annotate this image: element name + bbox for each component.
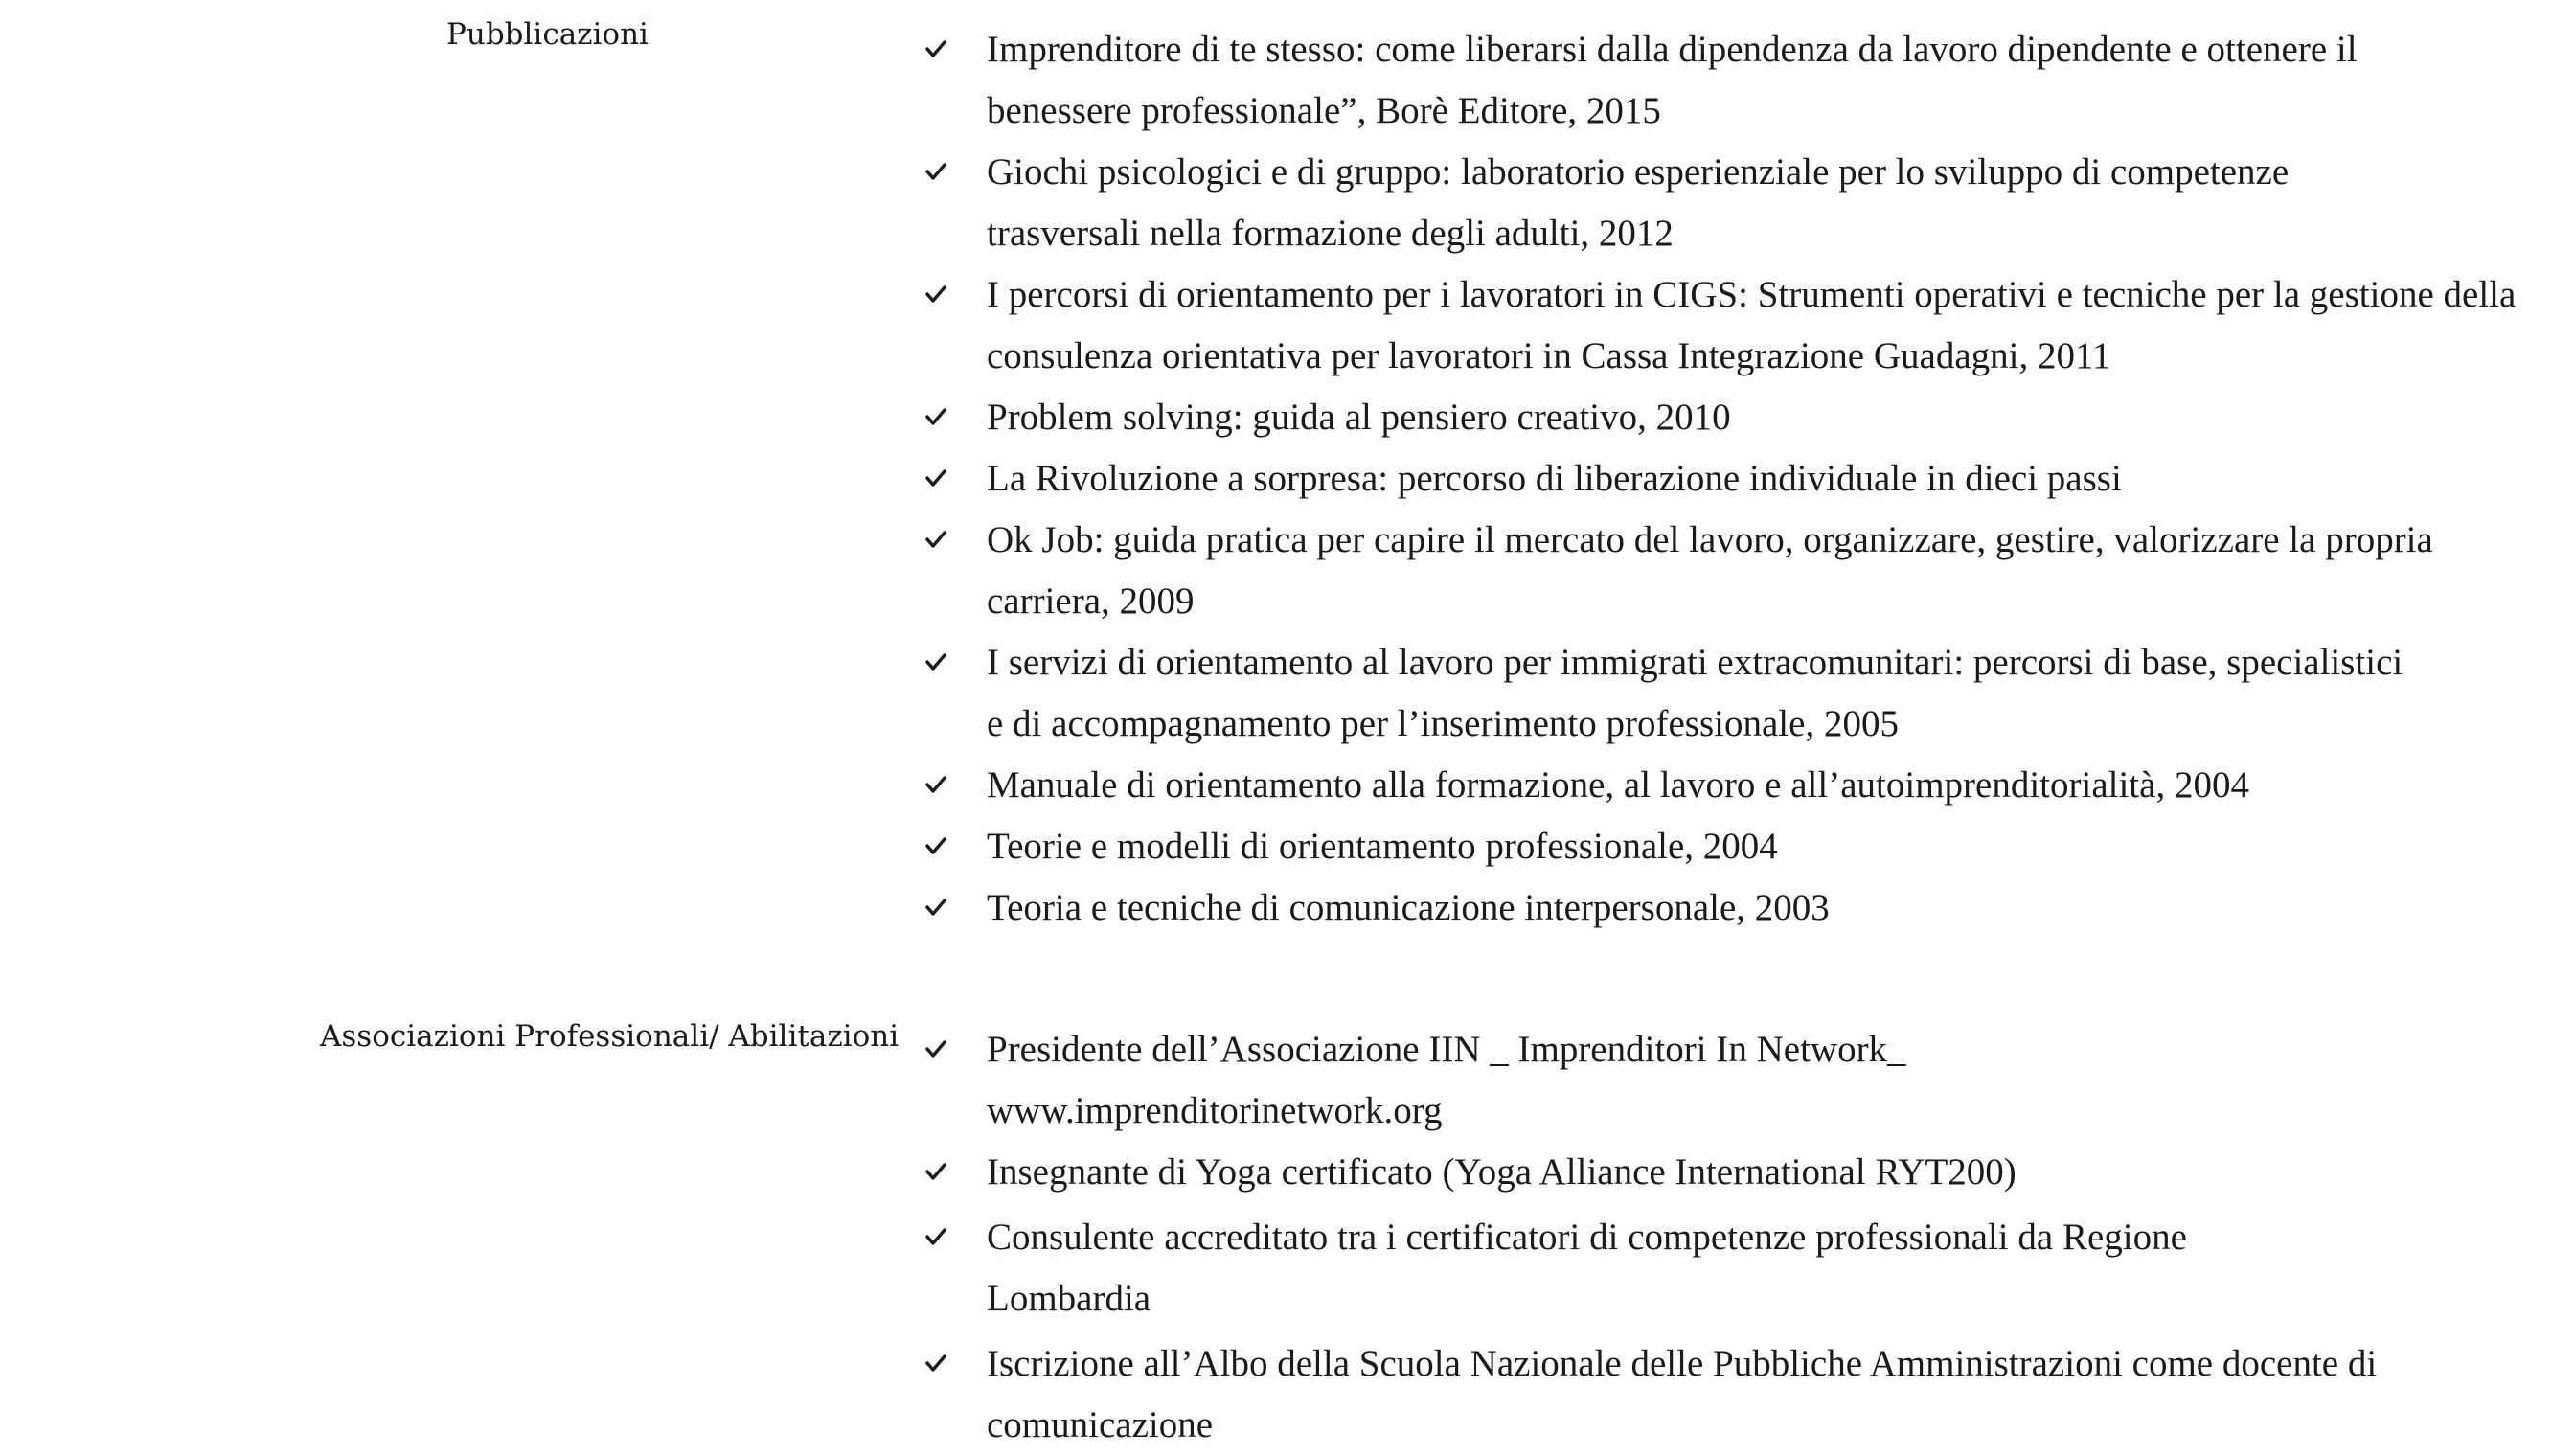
publications-list bbox=[925, 19, 2517, 939]
list-item bbox=[925, 1142, 2496, 1203]
list-item bbox=[925, 264, 2552, 387]
list-item bbox=[925, 142, 2443, 264]
list-item-text: Ok Job: guida pratica per capire il mercato del lavoro, organizzare, gestire, valorizzare la propria carriera, 2009 bbox=[987, 519, 2433, 622]
check-icon bbox=[925, 467, 946, 489]
check-icon bbox=[925, 284, 946, 305]
check-icon bbox=[925, 897, 946, 918]
list-item bbox=[925, 877, 2496, 939]
list-item bbox=[925, 448, 2496, 510]
list-item bbox=[925, 1333, 2481, 1456]
associations-list bbox=[925, 1019, 2496, 1456]
list-item-text: Teoria e tecniche di comunicazione interpersonale, 2003 bbox=[987, 887, 1830, 928]
list-item bbox=[925, 632, 2424, 755]
list-item-text: Giochi psicologici e di gruppo: laboratorio esperienziale per lo sviluppo di competenze trasversali nella formazione degli adulti, 2012 bbox=[987, 151, 2290, 254]
list-item bbox=[925, 755, 2496, 816]
list-item-text: I percorsi di orientamento per i lavoratori in CIGS: Strumenti operativi e tecniche per la gestione della consulenza orientativa per lavoratori in Cassa Integrazione Guadagni, 2011 bbox=[987, 274, 2517, 376]
list-item bbox=[925, 1207, 2347, 1330]
check-icon bbox=[925, 835, 946, 856]
list-item-text: Imprenditore di te stesso: come liberarsi dalla dipendenza da lavoro dipendente e ottenere il benessere professionale”, Borè Editore, 2015 bbox=[987, 29, 2358, 131]
check-icon bbox=[925, 1353, 946, 1374]
check-icon bbox=[925, 651, 946, 672]
list-item-text: Iscrizione all’Albo della Scuola Nazionale delle Pubbliche Amministrazioni come docente di comunicazione bbox=[987, 1343, 2378, 1445]
list-item-text: Manuale di orientamento alla formazione, al lavoro e all’autoimprenditorialità, 2004 bbox=[987, 764, 2249, 806]
check-icon bbox=[925, 161, 946, 182]
list-item-text: I servizi di orientamento al lavoro per immigrati extracomunitari: percorsi di base, specialistici e di accompagnamento per l’inserimento professionale, 2005 bbox=[987, 642, 2404, 744]
check-icon bbox=[925, 774, 946, 795]
check-icon bbox=[925, 1226, 946, 1247]
list-item bbox=[925, 1019, 2079, 1142]
check-icon bbox=[925, 406, 946, 427]
list-item-text: Consulente accreditato tra i certificatori di competenze professionali da Regione Lombardia bbox=[987, 1217, 2187, 1319]
list-item bbox=[925, 816, 2496, 877]
check-icon bbox=[925, 1161, 946, 1182]
list-item-text: Teorie e modelli di orientamento professionale, 2004 bbox=[987, 826, 1778, 867]
list-item bbox=[925, 510, 2519, 632]
list-item-text: La Rivoluzione a sorpresa: percorso di liberazione individuale in dieci passi bbox=[987, 458, 2122, 499]
check-icon bbox=[925, 1038, 946, 1059]
list-item bbox=[925, 387, 2496, 448]
check-icon bbox=[925, 529, 946, 550]
check-icon bbox=[925, 38, 946, 59]
section-label: Pubblicazioni bbox=[446, 17, 649, 52]
list-item-text: Insegnante di Yoga certificato (Yoga Alliance International RYT200) bbox=[987, 1151, 2017, 1193]
list-item-text: Presidente dell’Associazione IIN _ Imprenditori In Network_ www.imprenditorinetwork.org bbox=[987, 1029, 1906, 1131]
list-item-text: Problem solving: guida al pensiero creativo, 2010 bbox=[987, 397, 1731, 438]
section-label: Associazioni Professionali/ Abilitazioni bbox=[320, 1019, 900, 1054]
list-item bbox=[925, 19, 2366, 142]
